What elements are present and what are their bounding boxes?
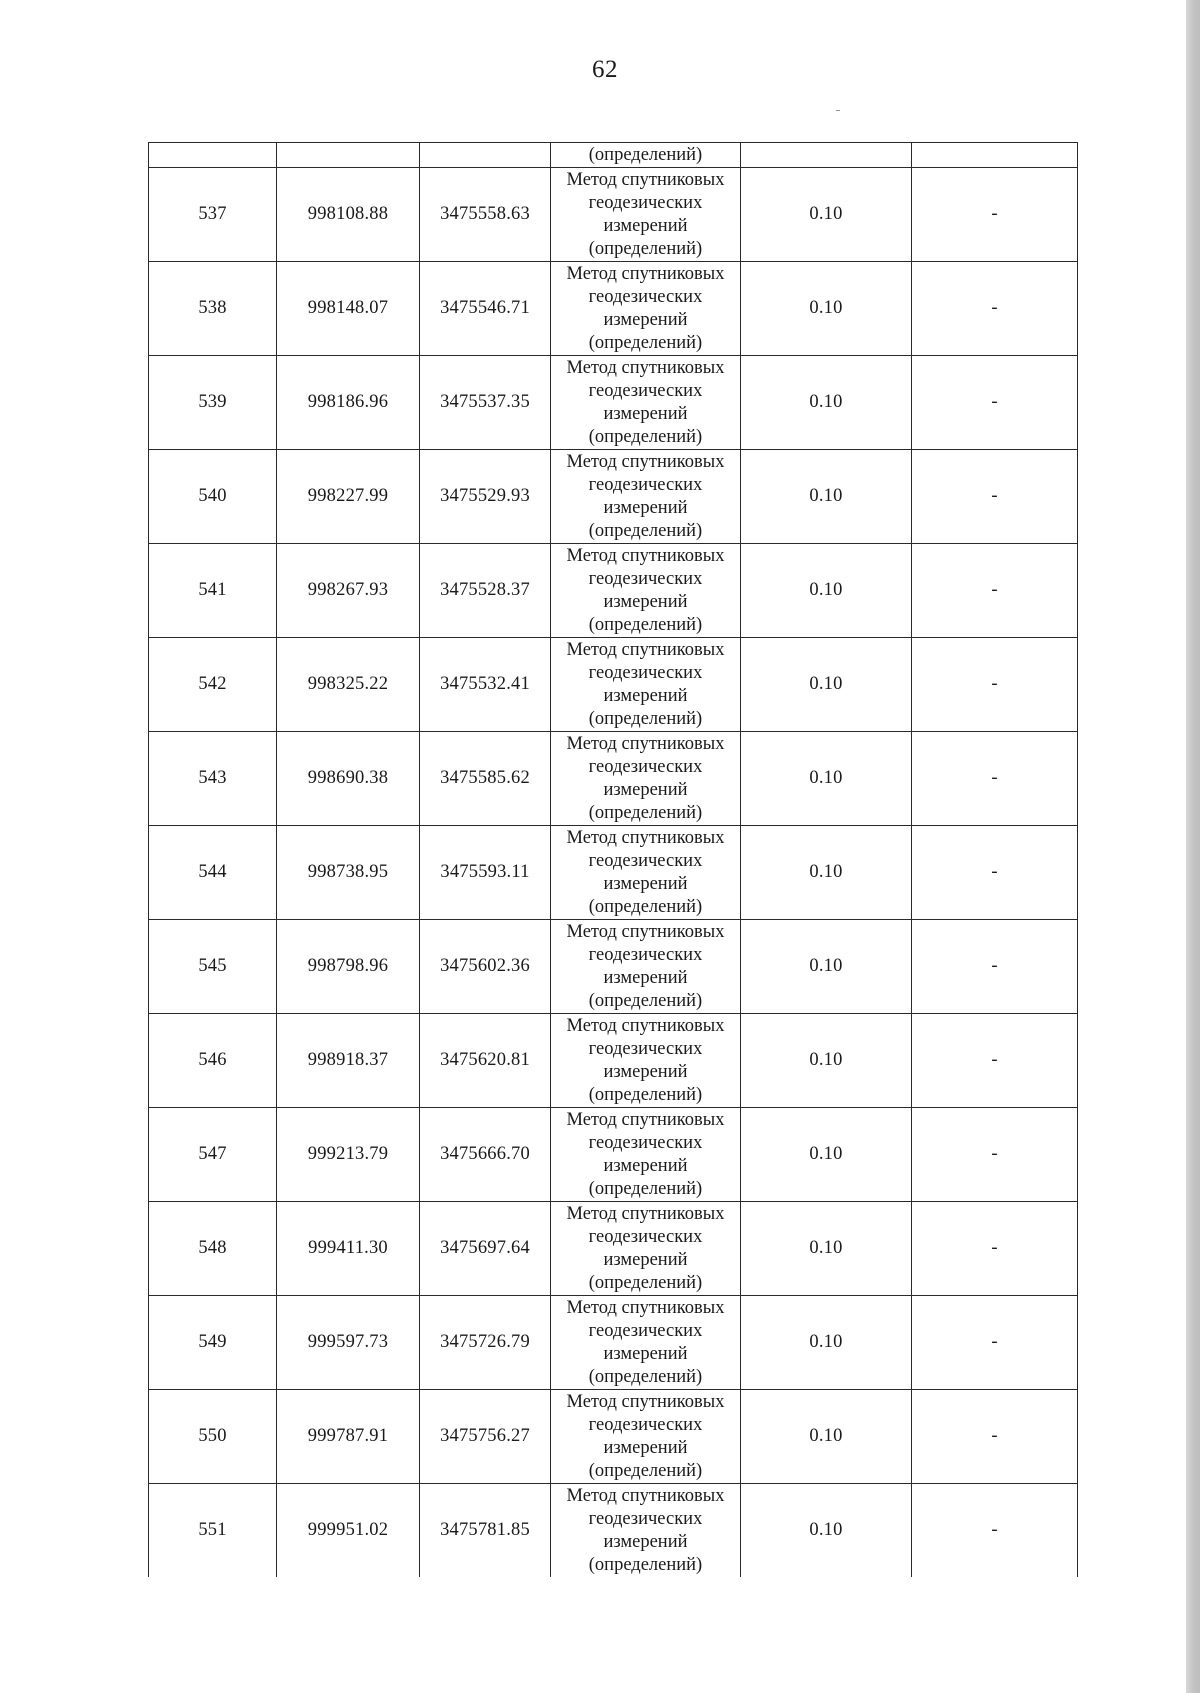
method-cell [551,1108,741,1202]
method-cell [551,450,741,544]
method-cell [551,1296,741,1390]
point-number-cell: 540 [149,450,277,544]
accuracy-cell: 0.10 [741,356,912,450]
table-cell [741,143,912,168]
method-line: измерений [603,497,688,518]
method-line: измерений [603,1155,688,1176]
method-line: Метод спутниковых [566,357,725,378]
method-line: Метод спутниковых [566,1391,725,1412]
y-coordinate-cell: 3475620.81 [420,1014,551,1108]
note-cell: - [912,544,1078,638]
y-coordinate-cell: 3475781.85 [420,1484,551,1578]
note-cell: - [912,1014,1078,1108]
method-line: геодезических [588,380,703,401]
accuracy-cell: 0.10 [741,168,912,262]
method-line: геодезических [588,1132,703,1153]
method-line: Метод спутниковых [566,545,725,566]
method-line: измерений [603,403,688,424]
table-row [149,920,1078,1014]
x-coordinate-cell: 998690.38 [277,732,420,826]
method-line: измерений [603,309,688,330]
table-row [149,544,1078,638]
accuracy-cell: 0.10 [741,1108,912,1202]
method-cell [551,638,741,732]
point-number-cell: 548 [149,1202,277,1296]
point-number-cell: 550 [149,1390,277,1484]
method-cell [551,544,741,638]
y-coordinate-cell: 3475697.64 [420,1202,551,1296]
point-number-cell: 537 [149,168,277,262]
method-line: геодезических [588,662,703,683]
method-line: (определений) [588,332,703,353]
note-cell: - [912,1108,1078,1202]
method-cell: (определений) [551,143,741,168]
table-row [149,732,1078,826]
method-line: Метод спутниковых [566,1015,725,1036]
method-line: (определений) [588,896,703,917]
accuracy-cell: 0.10 [741,544,912,638]
accuracy-cell: 0.10 [741,450,912,544]
note-cell: - [912,1202,1078,1296]
method-line: геодезических [588,192,703,213]
point-number-cell: 542 [149,638,277,732]
y-coordinate-cell: 3475585.62 [420,732,551,826]
method-line: геодезических [588,1226,703,1247]
method-cell [551,1202,741,1296]
method-line: Метод спутниковых [566,1109,725,1130]
x-coordinate-cell: 999411.30 [277,1202,420,1296]
note-cell: - [912,450,1078,544]
accuracy-cell: 0.10 [741,262,912,356]
method-line: геодезических [588,756,703,777]
accuracy-cell: 0.10 [741,920,912,1014]
point-number-cell: 539 [149,356,277,450]
x-coordinate-cell: 999787.91 [277,1390,420,1484]
method-cell [551,1484,741,1578]
method-line: (определений) [588,990,703,1011]
accuracy-cell: 0.10 [741,1296,912,1390]
method-line: измерений [603,685,688,706]
point-number-cell: 544 [149,826,277,920]
note-cell: - [912,826,1078,920]
point-number-cell: 545 [149,920,277,1014]
method-cell [551,1390,741,1484]
x-coordinate-cell: 999951.02 [277,1484,420,1578]
accuracy-cell: 0.10 [741,638,912,732]
table-cell [420,143,551,168]
y-coordinate-cell: 3475726.79 [420,1296,551,1390]
method-line: Метод спутниковых [566,1485,725,1506]
table-row [149,1390,1078,1484]
method-line: геодезических [588,1414,703,1435]
accuracy-cell: 0.10 [741,1202,912,1296]
method-line: Метод спутниковых [566,827,725,848]
y-coordinate-cell: 3475537.35 [420,356,551,450]
method-line: измерений [603,967,688,988]
method-line: измерений [603,591,688,612]
method-line: (определений) [588,1554,703,1575]
y-coordinate-cell: 3475546.71 [420,262,551,356]
method-line: измерений [603,1061,688,1082]
method-line: измерений [603,1249,688,1270]
note-cell: - [912,356,1078,450]
method-line: Метод спутниковых [566,451,725,472]
y-coordinate-cell: 3475528.37 [420,544,551,638]
method-line: геодезических [588,1320,703,1341]
continuation-row [149,143,1078,168]
method-line: Метод спутниковых [566,169,725,190]
method-line: геодезических [588,944,703,965]
method-cell [551,262,741,356]
method-line: (определений) [588,520,703,541]
note-cell: - [912,1296,1078,1390]
y-coordinate-cell: 3475529.93 [420,450,551,544]
table-row [149,826,1078,920]
y-coordinate-cell: 3475593.11 [420,826,551,920]
table-row [149,168,1078,262]
method-line: (определений) [588,614,703,635]
accuracy-cell: 0.10 [741,826,912,920]
y-coordinate-cell: 3475666.70 [420,1108,551,1202]
x-coordinate-cell: 998186.96 [277,356,420,450]
y-coordinate-cell: 3475558.63 [420,168,551,262]
method-line: измерений [603,1343,688,1364]
point-number-cell: 546 [149,1014,277,1108]
x-coordinate-cell: 998918.37 [277,1014,420,1108]
scan-page-edge [1186,0,1200,1693]
method-line: Метод спутниковых [566,921,725,942]
table-cell [277,143,420,168]
method-line: (определений) [588,802,703,823]
note-cell: - [912,1484,1078,1578]
method-line: геодезических [588,568,703,589]
point-number-cell: 551 [149,1484,277,1578]
page-number: 62 [592,56,618,83]
table-cell [149,143,277,168]
point-number-cell: 541 [149,544,277,638]
x-coordinate-cell: 999597.73 [277,1296,420,1390]
method-line: измерений [603,1531,688,1552]
table-row [149,1296,1078,1390]
method-line: измерений [603,215,688,236]
method-line: Метод спутниковых [566,1203,725,1224]
table-row [149,450,1078,544]
accuracy-cell: 0.10 [741,732,912,826]
method-line: (определений) [588,426,703,447]
method-cell [551,168,741,262]
note-cell: - [912,168,1078,262]
method-line: геодезических [588,474,703,495]
table-row [149,1108,1078,1202]
point-number-cell: 543 [149,732,277,826]
method-line: (определений) [588,708,703,729]
y-coordinate-cell: 3475756.27 [420,1390,551,1484]
method-cell [551,1014,741,1108]
method-line: измерений [603,779,688,800]
method-line: (определений) [588,1178,703,1199]
x-coordinate-cell: 998227.99 [277,450,420,544]
method-line: геодезических [588,286,703,307]
note-cell: - [912,732,1078,826]
x-coordinate-cell: 998108.88 [277,168,420,262]
method-line: геодезических [588,1508,703,1529]
coordinates-table [148,142,1078,1577]
coordinates-table-body [149,143,1078,1578]
table-row [149,262,1078,356]
method-line: геодезических [588,850,703,871]
point-number-cell: 538 [149,262,277,356]
method-cell [551,920,741,1014]
method-line: (определений) [588,1272,703,1293]
x-coordinate-cell: 999213.79 [277,1108,420,1202]
x-coordinate-cell: 998148.07 [277,262,420,356]
method-line: (определений) [588,238,703,259]
y-coordinate-cell: 3475532.41 [420,638,551,732]
point-number-cell: 549 [149,1296,277,1390]
method-line: (определений) [588,1460,703,1481]
method-cell [551,732,741,826]
note-cell: - [912,262,1078,356]
scan-dot [836,110,840,111]
x-coordinate-cell: 998738.95 [277,826,420,920]
method-line: Метод спутниковых [566,639,725,660]
y-coordinate-cell: 3475602.36 [420,920,551,1014]
method-line: Метод спутниковых [566,1297,725,1318]
accuracy-cell: 0.10 [741,1484,912,1578]
method-line: (определений) [588,1084,703,1105]
method-line: измерений [603,873,688,894]
x-coordinate-cell: 998798.96 [277,920,420,1014]
method-cell [551,826,741,920]
method-line: Метод спутниковых [566,733,725,754]
table-row [149,1202,1078,1296]
table-row [149,1014,1078,1108]
table-row [149,638,1078,732]
method-line: геодезических [588,1038,703,1059]
x-coordinate-cell: 998325.22 [277,638,420,732]
accuracy-cell: 0.10 [741,1390,912,1484]
table-cell [912,143,1078,168]
note-cell: - [912,920,1078,1014]
note-cell: - [912,638,1078,732]
method-line: измерений [603,1437,688,1458]
table-row [149,356,1078,450]
x-coordinate-cell: 998267.93 [277,544,420,638]
table-row [149,1484,1078,1578]
method-line: Метод спутниковых [566,263,725,284]
method-cell [551,356,741,450]
method-line: (определений) [588,1366,703,1387]
note-cell: - [912,1390,1078,1484]
accuracy-cell: 0.10 [741,1014,912,1108]
point-number-cell: 547 [149,1108,277,1202]
